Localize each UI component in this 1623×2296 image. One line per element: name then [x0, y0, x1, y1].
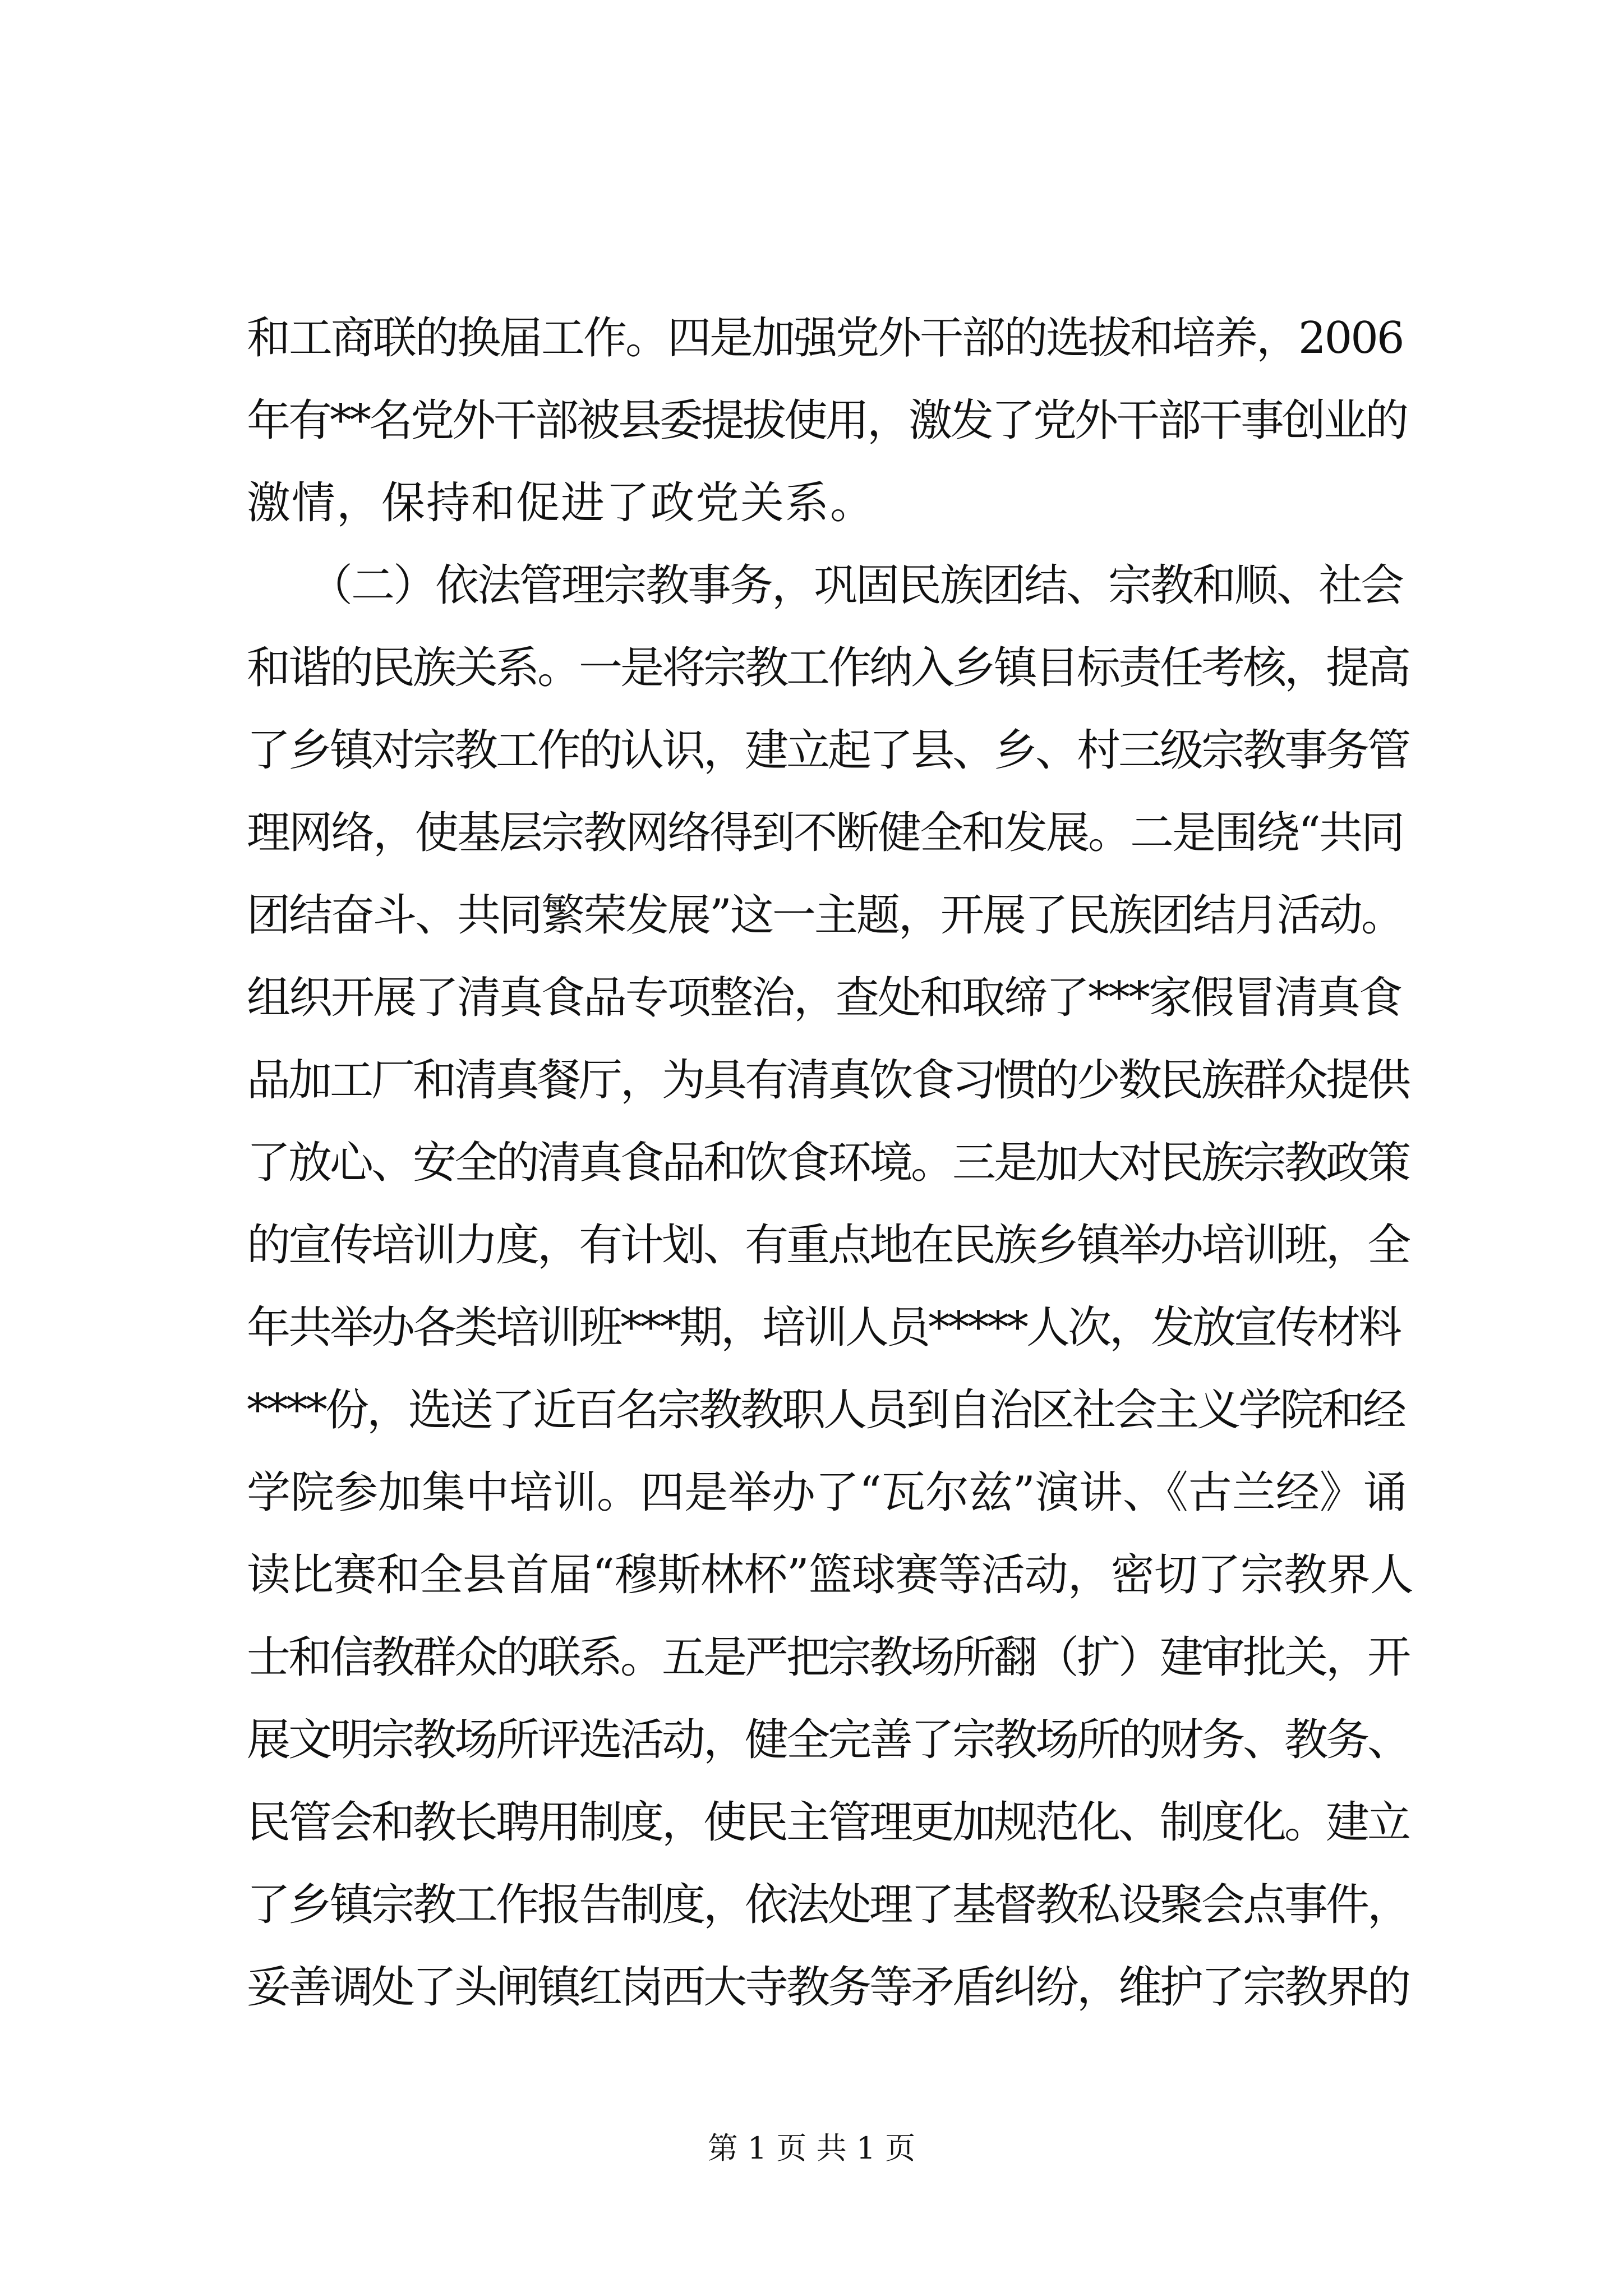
- page-number-label: 第 1 页 共 1 页: [707, 2131, 916, 2166]
- text-line: 品加工厂和清真餐厅，为具有清真饮食习惯的少数民族群众提供: [247, 1055, 1409, 1106]
- text-line: 理网络，使基层宗教网络得到不断健全和发展。二是围绕“共同: [247, 808, 1403, 858]
- text-line: 妥善调处了头闸镇红岗西大寺教务等矛盾纠纷，维护了宗教界的: [247, 1962, 1409, 2013]
- text-line: 的宣传培训力度，有计划、有重点地在民族乡镇举办培训班，全: [247, 1220, 1409, 1271]
- text-line: 和工商联的换届工作。四是加强党外干部的选拔和培养，2006: [247, 313, 1403, 364]
- text-line: 读比赛和全县首届“穆斯林杯”篮球赛等活动，密切了宗教界人: [247, 1550, 1413, 1600]
- text-line: 年有**名党外干部被县委提拔使用，激发了党外干部干事创业的: [247, 395, 1407, 446]
- text-line: 团结奋斗、共同繁荣发展”这一主题，开展了民族团结月活动。: [247, 890, 1403, 941]
- text-line: 年共举办各类培训班***期，培训人员*****人次，发放宣传材料: [247, 1303, 1400, 1353]
- text-line: 民管会和教长聘用制度，使民主管理更加规范化、制度化。建立: [247, 1797, 1409, 1848]
- text-line: ****份，选送了近百名宗教教职人员到自治区社会主义学院和经: [247, 1385, 1405, 1435]
- page-footer: [0, 2129, 1623, 2168]
- text-line: 了乡镇宗教工作报告制度，依法处理了基督教私设聚会点事件，: [247, 1880, 1409, 1930]
- text-line: 和谐的民族关系。一是将宗教工作纳入乡镇目标责任考核，提高: [247, 643, 1409, 693]
- text-line: 激情，保持和促进了政党关系。: [247, 478, 875, 528]
- text-line: 了乡镇对宗教工作的认识，建立起了县、乡、村三级宗教事务管: [247, 725, 1409, 776]
- text-line: 学院参加集中培训。四是举办了“瓦尔兹”演讲、《古兰经》诵: [247, 1467, 1407, 1518]
- text-line: 了放心、安全的清真食品和饮食环境。三是加大对民族宗教政策: [247, 1138, 1409, 1188]
- text-line: （二）依法管理宗教事务，巩固民族团结、宗教和顺、社会: [247, 560, 1403, 611]
- text-line: 士和信教群众的联系。五是严把宗教场所翻（扩）建审批关，开: [247, 1632, 1409, 1683]
- text-line: 展文明宗教场所评选活动，健全完善了宗教场所的财务、教务、: [247, 1715, 1409, 1765]
- body-text: [247, 297, 1413, 2029]
- text-line: 组织开展了清真食品专项整治，查处和取缔了***家假冒清真食: [247, 973, 1401, 1023]
